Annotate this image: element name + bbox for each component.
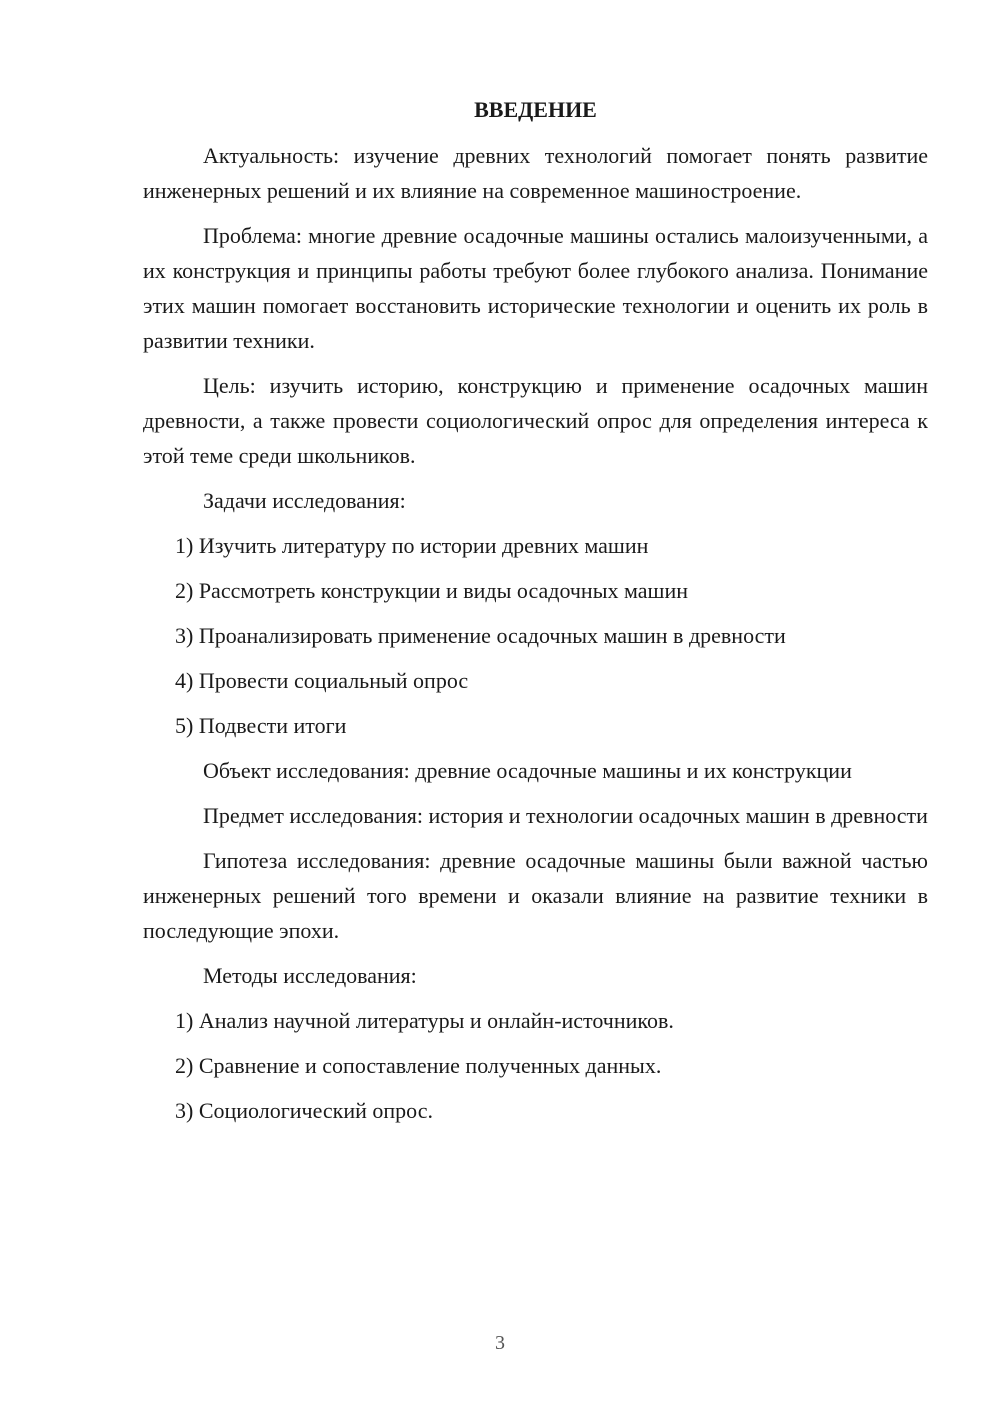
goal-paragraph: Цель: изучить историю, конструкцию и применение осадочных машин древности, а также провести социологический опрос для определения интереса к этой теме среди школьников. bbox=[143, 373, 928, 468]
section-title: ВВЕДЕНИЕ bbox=[474, 97, 597, 122]
list-item: 2) Рассмотреть конструкции и виды осадочных машин bbox=[175, 578, 689, 603]
relevance-paragraph: Актуальность: изучение древних технологий помогает понять развитие инженерных решений и их влияние на современное машиностроение. bbox=[143, 143, 928, 203]
list-item: 1) Анализ научной литературы и онлайн-источников. bbox=[175, 1008, 674, 1033]
list-item: 5) Подвести итоги bbox=[175, 713, 347, 738]
tasks-list bbox=[143, 528, 928, 743]
methods-label: Методы исследования: bbox=[203, 963, 417, 988]
hypothesis-paragraph: Гипотеза исследования: древние осадочные машины были важной частью инженерных решений того времени и оказали влияние на развитие техники в последующие эпохи. bbox=[143, 848, 928, 943]
problem-paragraph: Проблема: многие древние осадочные машины остались малоизученными, а их конструкция и принципы работы требуют более глубокого анализа. Понимание этих машин помогает восстановить исторические технологии и оценить их роль в развитии техники. bbox=[143, 223, 928, 353]
list-item: 4) Провести социальный опрос bbox=[175, 668, 469, 693]
methods-list bbox=[143, 1003, 928, 1128]
tasks-label: Задачи исследования: bbox=[203, 488, 406, 513]
list-item: 2) Сравнение и сопоставление полученных данных. bbox=[175, 1053, 662, 1078]
list-item: 3) Проанализировать применение осадочных машин в древности bbox=[175, 623, 786, 648]
list-item: 3) Социологический опрос. bbox=[175, 1098, 433, 1123]
list-item: 1) Изучить литературу по истории древних машин bbox=[175, 533, 649, 558]
object-paragraph: Объект исследования: древние осадочные машины и их конструкции bbox=[203, 758, 852, 783]
document-page bbox=[143, 92, 928, 1138]
subject-paragraph: Предмет исследования: история и технологии осадочных машин в древности bbox=[203, 803, 928, 828]
page-number: 3 bbox=[495, 1332, 505, 1354]
